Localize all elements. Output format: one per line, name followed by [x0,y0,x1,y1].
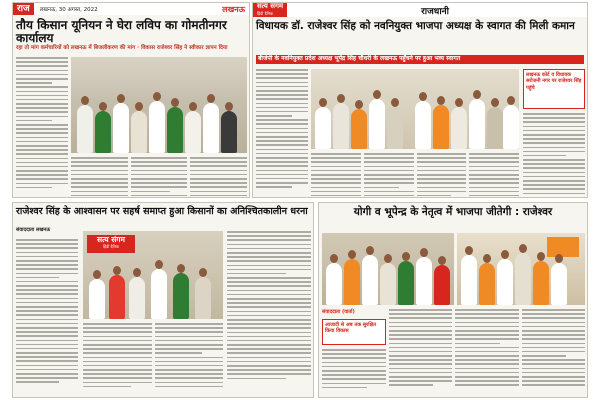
edition-date: लखनऊ, 30 अगस्त, 2022 [39,7,98,13]
news-clipping-protest-ended [12,202,314,398]
news-clipping-farmers-union [12,2,250,198]
headline: विधायक डॉ. राजेश्वर सिंह को नवनियुक्त भाजपा अध्यक्ष के स्वागत की मिली कमान [256,20,575,32]
news-photo-protest-meeting [71,57,247,153]
subheadline: बीजेपी के नवनियुक्त प्रदेश अध्यक्ष भूपेंद्र सिंह चौधरी के लखनऊ पहुँचने पर हुआ भव्य स्वागत [256,55,584,64]
brand-tagline: हिंदी दैनिक [257,11,274,16]
article-body-right [227,231,311,379]
headline: तौय किसान यूनियन ने घेरा लविप का गोमतीनगर कार्यालय [16,18,227,46]
headline: योगी व भूपेन्द्र के नेतृत्व में भाजपा जीतेगी : राजेश्वर [353,206,553,218]
article-body-bottom [83,323,223,387]
brand-name: सत्य संगम [257,2,284,10]
article-body-left [322,349,386,388]
masthead [13,3,249,15]
brand-name: सत्य संगम [97,235,125,244]
masthead [253,3,587,17]
article-body-left [16,239,78,383]
photo-caption: संवाददाता (वार्ता) [322,309,355,315]
sidebar-callout: लखनऊ कोर्ट व विधायक सरोजनी नगर पर राजेश्वर सिंह पहुंचे [523,69,585,109]
newspaper-logo [253,3,287,17]
news-photo-party-workers [322,233,454,305]
headline: राजेश्वर सिंह के आश्वासन पर सहर्ष समाप्त हुआ किसानों का अनिश्चितकालीन धरना [16,206,308,217]
article-body [389,309,585,386]
article-body-left [256,69,308,188]
news-clipping-bjp-welcome [252,2,588,198]
subheadline: रहा तो मांग कर्मचारियों को लखनऊ में बिजलीकरण की मांग · विकास राजेश्वर सिंह ने स्वीकार ज्ञापन दिया [16,45,228,51]
newspaper-logo [87,235,135,253]
newspaper-logo: राज [13,3,34,15]
article-body-right [523,113,585,198]
news-photo-welcome-event [311,69,519,149]
news-photo-flag-group [457,233,585,305]
edition-city: लखनऊ [222,4,245,14]
byline: संवाददाता लखनऊ [16,227,51,233]
article-body-bottom [71,157,247,198]
news-clipping-bjp-will-win [318,202,588,398]
party-flag [547,237,579,257]
article-body-bottom [311,153,519,198]
sidebar-callout: आजादी से अब तक सुरक्षित किया विकास [322,319,386,345]
news-photo-farmers-meeting [83,231,223,319]
article-body-left [16,57,68,188]
brand-tagline: हिंदी दैनिक [102,243,120,249]
section-title: राजधानी [421,6,449,17]
